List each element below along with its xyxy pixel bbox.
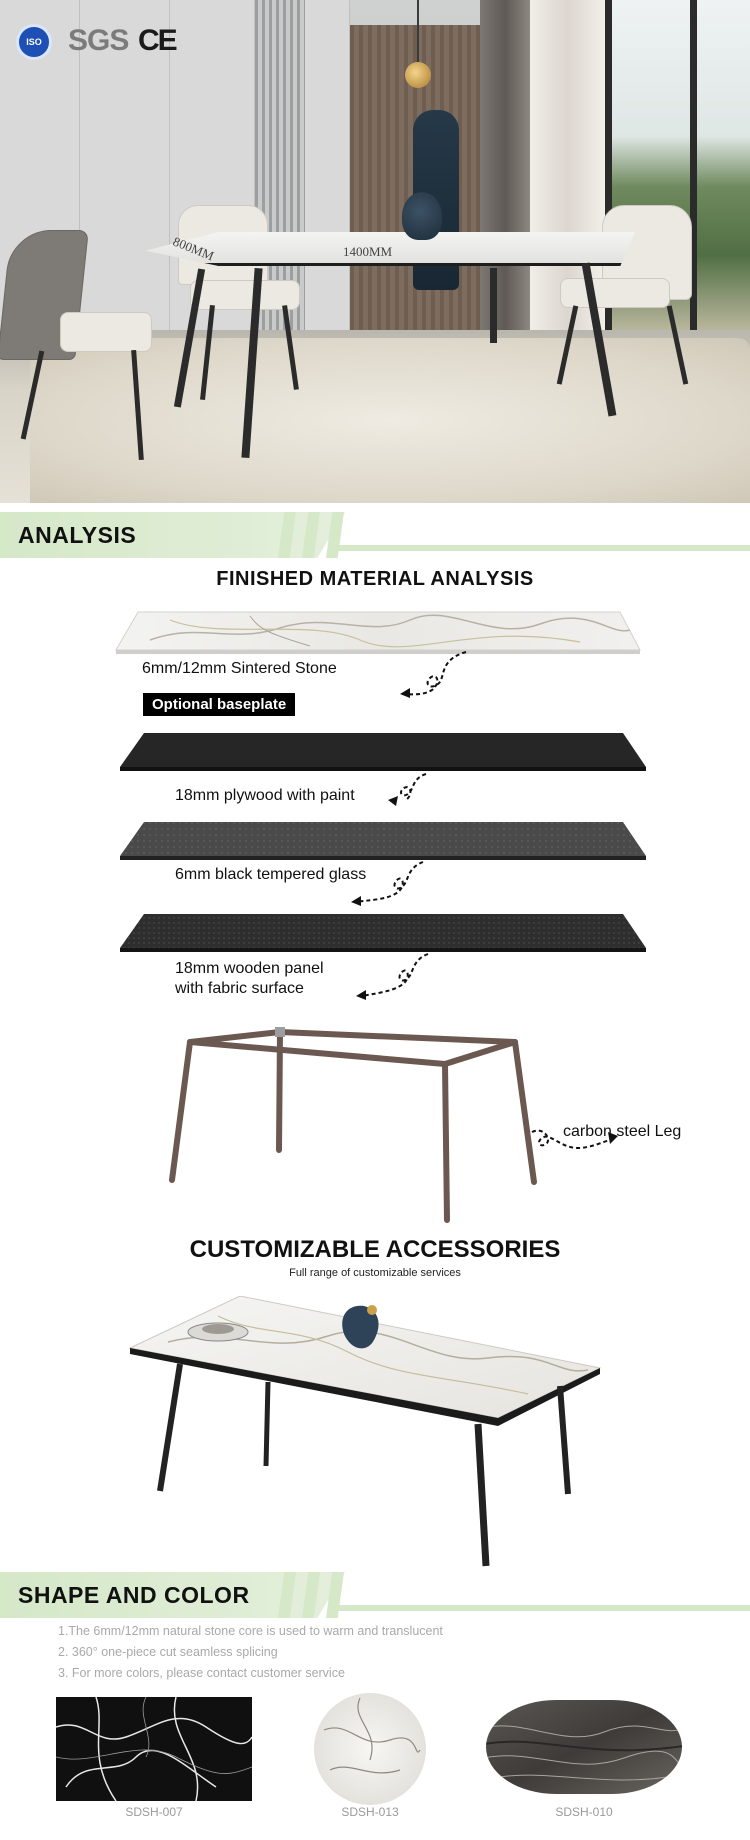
width-dimension: 800MM: [170, 233, 217, 264]
sample-swatch-white-marble: [310, 1690, 430, 1808]
section-rule: [330, 1605, 750, 1611]
analysis-section-band: [0, 512, 750, 558]
curtain: [480, 0, 530, 330]
note-item: 2. 360° one-piece cut seamless splicing: [58, 1645, 278, 1659]
ce-logo: CE: [138, 24, 176, 57]
pointer-arrow-icon: [345, 858, 425, 906]
table-leg: [490, 268, 497, 343]
chair-seat: [560, 278, 670, 308]
shape-color-notes: [58, 1621, 443, 1684]
sample-swatch-black-marble: [56, 1697, 252, 1801]
layer-label-leg: carbon steel Leg: [563, 1123, 682, 1140]
note-item: 1.The 6mm/12mm natural stone core is used to warm and translucent: [58, 1624, 443, 1638]
sample-code: SDSH-010: [555, 1805, 613, 1819]
carbon-steel-frame: [160, 1022, 550, 1227]
hero-room-image: [0, 0, 750, 503]
iso-logo: ISO: [16, 24, 52, 60]
pointer-arrow-icon: [398, 648, 468, 700]
fabric-panel-slab: [118, 912, 650, 954]
chair-seat: [60, 312, 152, 352]
layer-label-panel-line2: with fabric surface: [175, 980, 304, 997]
wall-panel: [305, 0, 350, 330]
length-dimension: 1400MM: [343, 244, 393, 259]
analysis-section-title: ANALYSIS: [18, 522, 137, 548]
tempered-glass-slab: [118, 820, 650, 862]
sample-code: SDSH-013: [341, 1805, 399, 1819]
note-item: 3. For more colors, please contact customer service: [58, 1666, 345, 1680]
material-analysis-title: FINISHED MATERIAL ANALYSIS: [216, 568, 534, 590]
pointer-arrow-icon: [382, 770, 428, 810]
bird-sculpture: [402, 192, 442, 240]
optional-baseplate-tag: Optional baseplate: [143, 693, 295, 716]
section-rule: [330, 545, 750, 551]
accessories-subtitle: Full range of customizable services: [289, 1267, 461, 1279]
sample-code: SDSH-007: [125, 1805, 183, 1819]
pendant-cord: [417, 0, 419, 62]
sgs-logo: SGS: [68, 24, 129, 57]
shape-color-section-band: [0, 1572, 750, 1618]
sintered-stone-slab: [110, 610, 650, 656]
accessories-title: CUSTOMIZABLE ACCESSORIES: [189, 1236, 561, 1263]
layer-label-stone: 6mm/12mm Sintered Stone: [142, 660, 337, 677]
layer-label-panel-line1: 18mm wooden panel: [175, 960, 324, 977]
sample-swatch-grey-marble: [484, 1698, 684, 1796]
shape-color-section-title: SHAPE AND COLOR: [18, 1582, 250, 1608]
pointer-arrow-icon: [350, 950, 430, 1000]
layer-label-plywood: 18mm plywood with paint: [175, 787, 355, 804]
pendant-lamp: [405, 62, 431, 88]
plywood-slab: [118, 731, 650, 773]
assembled-table-image: [128, 1296, 603, 1571]
layer-label-glass: 6mm black tempered glass: [175, 866, 367, 883]
